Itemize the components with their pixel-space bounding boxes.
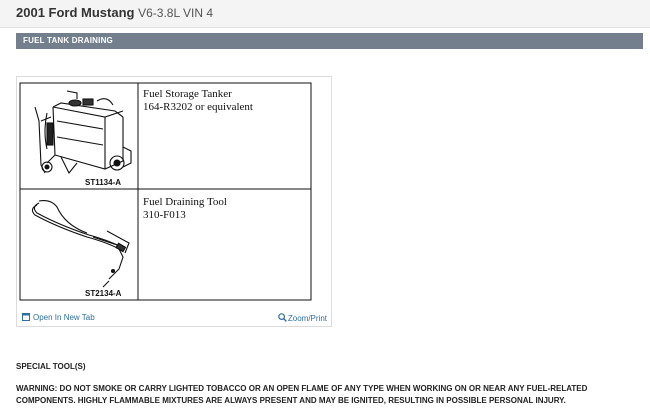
special-tools-figure[interactable] bbox=[16, 76, 332, 327]
tool-part-tanker: 164-R3202 or equivalent bbox=[143, 101, 253, 113]
tools-table-frame bbox=[20, 83, 311, 300]
special-tools-heading: SPECIAL TOOL(S) bbox=[16, 362, 86, 371]
tool-name-tanker: Fuel Storage Tanker bbox=[143, 88, 232, 100]
special-tools-illustration[interactable] bbox=[17, 77, 331, 307]
figure-footer bbox=[17, 309, 331, 327]
fuel-storage-tanker-drawing bbox=[35, 91, 131, 173]
vehicle-title bbox=[16, 5, 213, 20]
zoom-print-label[interactable]: Zoom/Print bbox=[287, 314, 327, 323]
tool-name-draining-tool: Fuel Draining Tool bbox=[143, 196, 227, 208]
open-in-new-tab-label[interactable]: Open In New Tab bbox=[33, 313, 95, 322]
open-new-tab-icon bbox=[22, 313, 30, 321]
tool-part-draining-tool: 310-F013 bbox=[143, 209, 186, 221]
section-title: FUEL TANK DRAINING bbox=[23, 36, 113, 45]
page-header bbox=[0, 0, 650, 28]
vehicle-make-model: 2001 Ford Mustang bbox=[16, 5, 135, 20]
zoom-print-link[interactable] bbox=[278, 313, 327, 323]
tool-code-draining-tool: ST2134-A bbox=[85, 289, 122, 298]
tool-code-tanker: ST1134-A bbox=[85, 178, 122, 187]
fuel-safety-warning: WARNING: DO NOT SMOKE OR CARRY LIGHTED TOBACCO OR AN OPEN FLAME OF ANY TYPE WHEN WORKING ON OR NEAR ANY FUEL-RELATED COMPONENTS. HIGHLY FLAMMABLE MIXTURES ARE ALWAYS PRESENT AND MAY BE IGNITED, RESULTING IN POSSIBLE PERSONAL INJURY. bbox=[16, 384, 588, 405]
section-header-bar bbox=[16, 33, 643, 49]
open-in-new-tab-link[interactable] bbox=[22, 313, 95, 322]
zoom-magnifier-icon bbox=[278, 313, 287, 322]
fuel-draining-tool-drawing bbox=[32, 201, 129, 287]
vehicle-engine: V6-3.8L VIN 4 bbox=[138, 6, 214, 20]
